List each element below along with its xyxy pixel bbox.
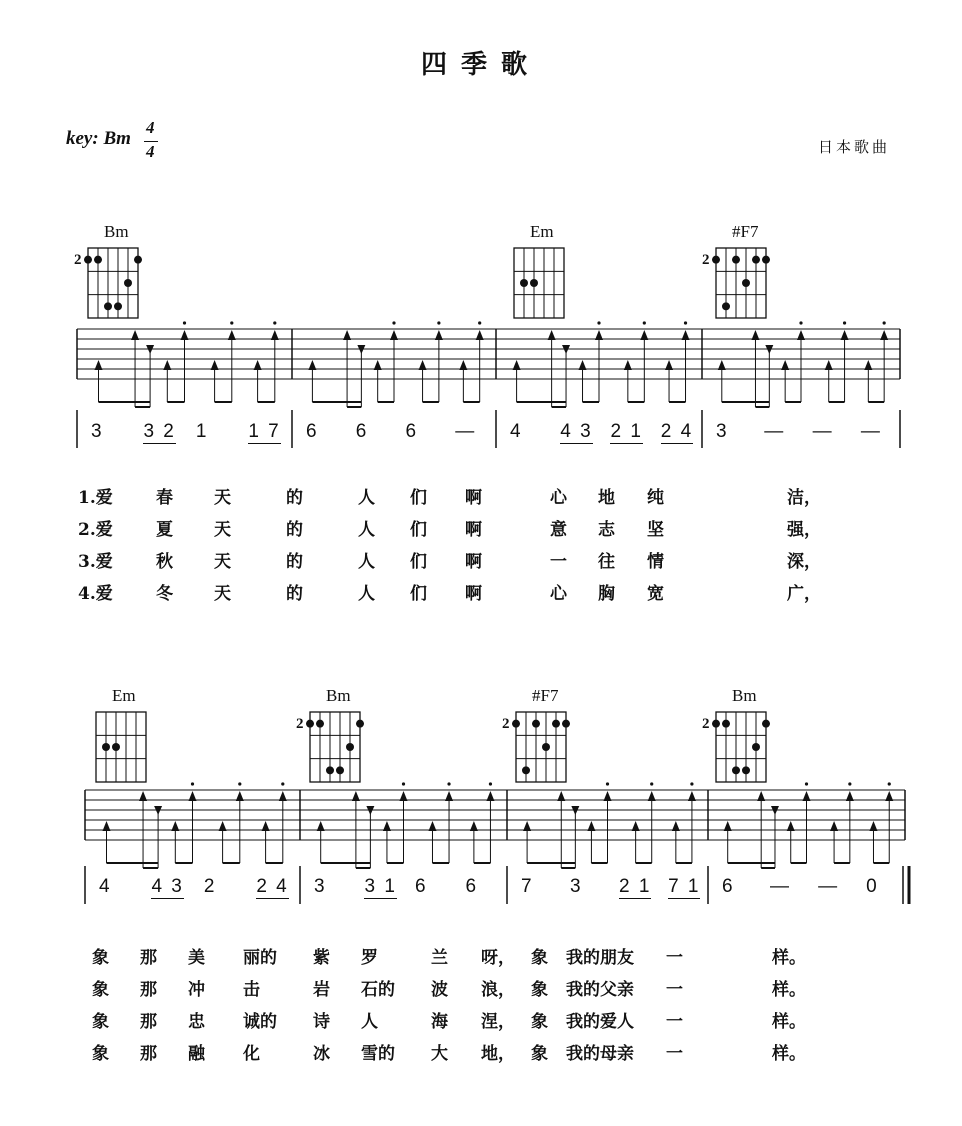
lyric-word: 象 bbox=[92, 948, 109, 968]
lyric-word: 样。 bbox=[772, 1044, 806, 1064]
fret-number: 2 bbox=[74, 252, 82, 268]
chord-finger-dot bbox=[532, 720, 540, 728]
chord-finger-dot bbox=[542, 743, 550, 751]
lyric-word: 情 bbox=[647, 552, 664, 572]
numbered-note: — bbox=[818, 876, 838, 897]
lyric-word: 波 bbox=[431, 980, 448, 1000]
lyric-word: 海 bbox=[431, 1012, 448, 1032]
numbered-note: 3 bbox=[570, 876, 581, 897]
pluck-arrow bbox=[236, 791, 244, 801]
pluck-arrow bbox=[846, 791, 854, 801]
accent-dot bbox=[690, 782, 693, 785]
lyric-word: 雪的 bbox=[361, 1044, 395, 1064]
accent-dot bbox=[478, 321, 481, 324]
chord-finger-dot bbox=[84, 256, 92, 264]
numbered-note: 0 bbox=[866, 876, 877, 897]
numbered-note: 6 bbox=[306, 421, 317, 442]
chord-name: Bm bbox=[104, 222, 129, 241]
accent-dot bbox=[650, 782, 653, 785]
numbered-note: 1 7 bbox=[248, 421, 281, 442]
accent-dot bbox=[843, 321, 846, 324]
lyric-word: 象 bbox=[92, 1012, 109, 1032]
chord-name: Bm bbox=[732, 686, 757, 705]
numbered-note: 3 bbox=[91, 421, 102, 442]
chord-finger-dot bbox=[732, 256, 740, 264]
pluck-arrow bbox=[624, 360, 632, 370]
lyric-word: 天 bbox=[214, 520, 231, 540]
numbered-note: 6 bbox=[465, 876, 477, 897]
numbered-note: 2 4 bbox=[660, 421, 694, 442]
key-signature: key: Bm bbox=[66, 128, 131, 149]
lyric-word: 2.爱 bbox=[78, 520, 113, 540]
lyric-word: 我的朋友 bbox=[566, 948, 634, 968]
pluck-arrow bbox=[672, 821, 680, 831]
lyric-word: 3.爱 bbox=[78, 552, 113, 572]
pluck-arrow bbox=[459, 360, 467, 370]
song-title: 四季歌 bbox=[420, 50, 541, 80]
chord-finger-dot bbox=[752, 743, 760, 751]
lyric-word: 我的父亲 bbox=[566, 980, 634, 1000]
lyric-word: 忠 bbox=[188, 1012, 205, 1032]
treble-pluck-arrow bbox=[139, 791, 147, 801]
bass-pluck-arrow bbox=[95, 360, 103, 370]
numbered-note: 3 2 bbox=[143, 421, 176, 442]
chord-finger-dot bbox=[112, 743, 120, 751]
lyric-word: 一 bbox=[550, 552, 567, 572]
lyric-word: 春 bbox=[156, 488, 173, 508]
lyric-word: 一 bbox=[666, 1012, 683, 1032]
accent-dot bbox=[183, 321, 186, 324]
lyric-word: 诚的 bbox=[243, 1012, 277, 1032]
lyric-word: 秋 bbox=[156, 552, 173, 572]
lyric-word: 们 bbox=[410, 488, 427, 508]
numbered-note: — bbox=[455, 421, 475, 442]
lyric-word: 意 bbox=[550, 520, 567, 540]
lyric-word: 诗 bbox=[313, 1012, 330, 1032]
bass-pluck-arrow bbox=[523, 821, 531, 831]
lyric-word: 坚 bbox=[647, 520, 664, 540]
bass-pluck-arrow bbox=[513, 360, 521, 370]
pluck-arrow bbox=[632, 821, 640, 831]
accent-dot bbox=[273, 321, 276, 324]
bass-pluck-arrow bbox=[724, 821, 732, 831]
pluck-arrow bbox=[688, 791, 696, 801]
numbered-note: 4 3 bbox=[151, 876, 184, 897]
pluck-arrow bbox=[604, 791, 612, 801]
lyric-word: 强， bbox=[787, 520, 821, 540]
lyric-word: 冲 bbox=[188, 980, 205, 1000]
lyric-word: 的 bbox=[286, 584, 303, 604]
fret-number: 2 bbox=[702, 252, 710, 268]
pluck-arrow bbox=[390, 330, 398, 340]
pluck-arrow bbox=[595, 330, 603, 340]
bass-pluck-arrow bbox=[103, 821, 111, 831]
pluck-arrow bbox=[163, 360, 171, 370]
lyric-word: 样。 bbox=[772, 948, 806, 968]
lyric-word: 天 bbox=[214, 488, 231, 508]
lyric-word: 深， bbox=[787, 552, 821, 572]
pluck-arrow bbox=[476, 330, 484, 340]
lyric-word: 象 bbox=[531, 948, 548, 968]
lyric-word: 人 bbox=[358, 584, 375, 604]
accent-dot bbox=[191, 782, 194, 785]
numbered-note: 6 bbox=[414, 876, 426, 897]
bass-pluck-arrow bbox=[308, 360, 316, 370]
numbered-note: 2 1 bbox=[610, 421, 643, 442]
lyric-word: 象 bbox=[92, 1044, 109, 1064]
numbered-note: 7 1 bbox=[668, 876, 701, 897]
numbered-note: 3 bbox=[716, 421, 727, 442]
lyric-word: 往 bbox=[598, 552, 615, 572]
time-signature-top: 4 bbox=[146, 118, 155, 137]
lyric-word: 一 bbox=[666, 948, 683, 968]
treble-pluck-arrow bbox=[343, 330, 351, 340]
lyric-word: 那 bbox=[140, 1044, 157, 1064]
lyric-word: 化 bbox=[243, 1044, 260, 1064]
numbered-note: 6 bbox=[722, 876, 733, 897]
numbered-note: 2 4 bbox=[256, 876, 289, 897]
pluck-arrow bbox=[428, 821, 436, 831]
lyric-word: 人 bbox=[361, 1012, 378, 1032]
accent-dot bbox=[447, 782, 450, 785]
pluck-arrow bbox=[825, 360, 833, 370]
chord-name: #F7 bbox=[732, 222, 759, 241]
accent-dot bbox=[597, 321, 600, 324]
lyric-word: 们 bbox=[410, 552, 427, 572]
lyric-word: 那 bbox=[140, 1012, 157, 1032]
chord-finger-dot bbox=[742, 766, 750, 774]
lyric-word: 象 bbox=[92, 980, 109, 1000]
pluck-arrow bbox=[470, 821, 478, 831]
lyric-word: 的 bbox=[286, 520, 303, 540]
lyric-word: 志 bbox=[598, 520, 615, 540]
pluck-arrow bbox=[181, 330, 189, 340]
pluck-arrow bbox=[228, 330, 236, 340]
lyric-word: 样。 bbox=[772, 1012, 806, 1032]
lyric-word: 的 bbox=[286, 552, 303, 572]
lyric-word: 大 bbox=[431, 1044, 448, 1064]
chord-finger-dot bbox=[94, 256, 102, 264]
numbered-note: 6 bbox=[355, 421, 367, 442]
lyric-word: 一 bbox=[666, 1044, 683, 1064]
pluck-arrow bbox=[254, 360, 262, 370]
numbered-note: 4 3 bbox=[560, 421, 593, 442]
chord-finger-dot bbox=[752, 256, 760, 264]
pluck-arrow bbox=[787, 821, 795, 831]
pluck-arrow bbox=[445, 791, 453, 801]
fret-number: 2 bbox=[502, 716, 510, 732]
numbered-note: 4 bbox=[510, 421, 521, 442]
pluck-arrow bbox=[587, 821, 595, 831]
chord-finger-dot bbox=[356, 720, 364, 728]
pluck-arrow bbox=[640, 330, 648, 340]
pluck-arrow bbox=[279, 791, 287, 801]
chord-finger-dot bbox=[316, 720, 324, 728]
pluck-arrow bbox=[781, 360, 789, 370]
numbered-note: 3 1 bbox=[364, 876, 397, 897]
song-origin: 日本歌曲 bbox=[818, 138, 891, 156]
chord-finger-dot bbox=[562, 720, 570, 728]
lyric-word: 象 bbox=[531, 980, 548, 1000]
chord-name: Em bbox=[112, 686, 136, 705]
lyric-word: 岩 bbox=[313, 980, 330, 1000]
bass-pluck-arrow bbox=[317, 821, 325, 831]
pluck-arrow bbox=[262, 821, 270, 831]
lyric-word: 那 bbox=[140, 948, 157, 968]
pluck-arrow bbox=[885, 791, 893, 801]
accent-dot bbox=[402, 782, 405, 785]
treble-pluck-arrow bbox=[548, 330, 556, 340]
numbered-note: — bbox=[770, 876, 790, 897]
pluck-arrow bbox=[435, 330, 443, 340]
lyric-word: 那 bbox=[140, 980, 157, 1000]
lyric-word: 啊 bbox=[465, 552, 482, 572]
lyric-word: 4.爱 bbox=[78, 584, 113, 604]
lyric-word: 天 bbox=[214, 584, 231, 604]
treble-pluck-arrow bbox=[352, 791, 360, 801]
lyric-word: 浪， bbox=[481, 980, 515, 1000]
lyric-word: 罗 bbox=[361, 948, 378, 968]
chord-finger-dot bbox=[114, 302, 122, 310]
lyric-word: 胸 bbox=[598, 584, 615, 604]
pluck-arrow bbox=[211, 360, 219, 370]
lyric-word: 地， bbox=[481, 1044, 515, 1064]
lyric-word: 样。 bbox=[772, 980, 806, 1000]
lyric-word: 象 bbox=[531, 1012, 548, 1032]
lyric-word: 心 bbox=[550, 488, 567, 508]
pluck-arrow bbox=[486, 791, 494, 801]
accent-dot bbox=[437, 321, 440, 324]
pluck-arrow bbox=[171, 821, 179, 831]
lyric-word: 们 bbox=[410, 584, 427, 604]
lyric-word: 的 bbox=[286, 488, 303, 508]
lyric-word: 地 bbox=[598, 488, 615, 508]
lyric-word: 心 bbox=[550, 584, 567, 604]
lyric-word: 天 bbox=[214, 552, 231, 572]
chord-finger-dot bbox=[712, 256, 720, 264]
lyric-word: 纯 bbox=[647, 488, 664, 508]
chord-finger-dot bbox=[336, 766, 344, 774]
accent-dot bbox=[230, 321, 233, 324]
chord-finger-dot bbox=[732, 766, 740, 774]
pluck-arrow bbox=[579, 360, 587, 370]
numbered-note: 2 bbox=[203, 876, 215, 897]
chord-finger-dot bbox=[346, 743, 354, 751]
fret-number: 2 bbox=[296, 716, 304, 732]
chord-finger-dot bbox=[552, 720, 560, 728]
lyric-word: 丽的 bbox=[243, 948, 277, 968]
chord-name: Em bbox=[530, 222, 554, 241]
accent-dot bbox=[888, 782, 891, 785]
pluck-arrow bbox=[682, 330, 690, 340]
lyric-word: 融 bbox=[188, 1044, 205, 1064]
accent-dot bbox=[238, 782, 241, 785]
chord-finger-dot bbox=[104, 302, 112, 310]
chord-finger-dot bbox=[522, 766, 530, 774]
fret-number: 2 bbox=[702, 716, 710, 732]
pluck-arrow bbox=[400, 791, 408, 801]
numbered-note: — bbox=[860, 421, 880, 442]
chord-finger-dot bbox=[134, 256, 142, 264]
chord-finger-dot bbox=[762, 720, 770, 728]
lyric-word: 涅， bbox=[481, 1012, 515, 1032]
accent-dot bbox=[848, 782, 851, 785]
lyric-word: 我的爱人 bbox=[566, 1012, 634, 1032]
numbered-note: — bbox=[812, 421, 832, 442]
accent-dot bbox=[799, 321, 802, 324]
pluck-arrow bbox=[797, 330, 805, 340]
lyric-word: 冬 bbox=[156, 584, 173, 604]
accent-dot bbox=[489, 782, 492, 785]
time-signature-bottom: 4 bbox=[146, 142, 155, 161]
numbered-note: 7 bbox=[521, 876, 532, 897]
pluck-arrow bbox=[648, 791, 656, 801]
chord-name: #F7 bbox=[532, 686, 559, 705]
lyric-word: 啊 bbox=[465, 584, 482, 604]
numbered-note: 1 bbox=[195, 421, 207, 442]
treble-pluck-arrow bbox=[757, 791, 765, 801]
chord-finger-dot bbox=[102, 743, 110, 751]
chord-finger-dot bbox=[722, 302, 730, 310]
chord-finger-dot bbox=[712, 720, 720, 728]
pluck-arrow bbox=[665, 360, 673, 370]
chord-finger-dot bbox=[722, 720, 730, 728]
pluck-arrow bbox=[383, 821, 391, 831]
pluck-arrow bbox=[219, 821, 227, 831]
numbered-note: 4 bbox=[99, 876, 110, 897]
lyric-word: 人 bbox=[358, 488, 375, 508]
pluck-arrow bbox=[864, 360, 872, 370]
accent-dot bbox=[606, 782, 609, 785]
numbered-note: 2 1 bbox=[619, 876, 652, 897]
lyric-word: 人 bbox=[358, 552, 375, 572]
accent-dot bbox=[392, 321, 395, 324]
chord-finger-dot bbox=[520, 279, 528, 287]
chord-finger-dot bbox=[742, 279, 750, 287]
lyric-word: 夏 bbox=[156, 520, 173, 540]
lyric-word: 象 bbox=[531, 1044, 548, 1064]
chord-finger-dot bbox=[530, 279, 538, 287]
lyric-word: 1.爱 bbox=[78, 488, 113, 508]
pluck-arrow bbox=[830, 821, 838, 831]
numbered-note: 6 bbox=[405, 421, 417, 442]
treble-pluck-arrow bbox=[751, 330, 759, 340]
pluck-arrow bbox=[271, 330, 279, 340]
chord-name: Bm bbox=[326, 686, 351, 705]
pluck-arrow bbox=[869, 821, 877, 831]
lyric-word: 击 bbox=[243, 980, 260, 1000]
chord-finger-dot bbox=[124, 279, 132, 287]
bass-pluck-arrow bbox=[718, 360, 726, 370]
lyric-word: 石的 bbox=[361, 980, 395, 1000]
treble-pluck-arrow bbox=[557, 791, 565, 801]
pluck-arrow bbox=[419, 360, 427, 370]
chord-finger-dot bbox=[762, 256, 770, 264]
lyric-word: 广， bbox=[787, 584, 821, 604]
treble-pluck-arrow bbox=[131, 330, 139, 340]
pluck-arrow bbox=[803, 791, 811, 801]
numbered-note: 3 bbox=[314, 876, 325, 897]
lyric-word: 人 bbox=[358, 520, 375, 540]
chord-finger-dot bbox=[306, 720, 314, 728]
lyric-word: 我的母亲 bbox=[566, 1044, 634, 1064]
pluck-arrow bbox=[880, 330, 888, 340]
lyric-word: 啊 bbox=[465, 488, 482, 508]
numbered-note: — bbox=[764, 421, 784, 442]
accent-dot bbox=[643, 321, 646, 324]
accent-dot bbox=[805, 782, 808, 785]
pluck-arrow bbox=[374, 360, 382, 370]
lyric-word: 宽 bbox=[647, 584, 664, 604]
lyric-word: 美 bbox=[188, 948, 205, 968]
chord-finger-dot bbox=[326, 766, 334, 774]
pluck-arrow bbox=[841, 330, 849, 340]
accent-dot bbox=[883, 321, 886, 324]
lyric-word: 一 bbox=[666, 980, 683, 1000]
lyric-word: 兰 bbox=[431, 948, 448, 968]
accent-dot bbox=[684, 321, 687, 324]
accent-dot bbox=[281, 782, 284, 785]
lyric-word: 冰 bbox=[313, 1044, 330, 1064]
lyric-word: 们 bbox=[410, 520, 427, 540]
chord-finger-dot bbox=[512, 720, 520, 728]
lyric-word: 啊 bbox=[465, 520, 482, 540]
lyric-word: 洁， bbox=[787, 488, 821, 508]
pluck-arrow bbox=[189, 791, 197, 801]
lyric-word: 紫 bbox=[313, 948, 330, 968]
lyric-word: 呀， bbox=[481, 948, 515, 968]
